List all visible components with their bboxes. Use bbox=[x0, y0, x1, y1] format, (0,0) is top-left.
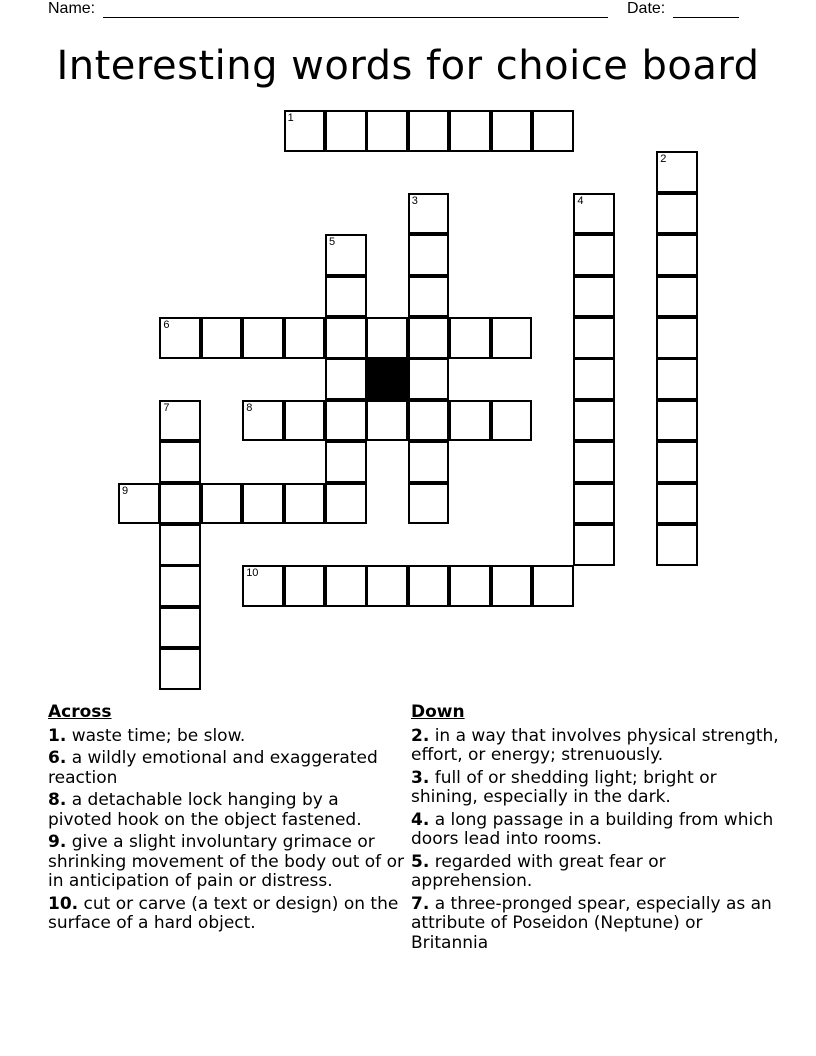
clue-number: 5. bbox=[411, 851, 430, 872]
grid-cell[interactable] bbox=[201, 317, 243, 359]
clue-text: give a slight involuntary grimace or shrinking movement of the body out of or in anticipation of pain or distress. bbox=[48, 832, 404, 891]
grid-cell[interactable] bbox=[325, 565, 367, 607]
grid-cell[interactable] bbox=[573, 276, 615, 318]
grid-cell[interactable] bbox=[366, 565, 408, 607]
grid-cell[interactable] bbox=[284, 565, 326, 607]
grid-cell[interactable] bbox=[284, 483, 326, 525]
grid-cell[interactable] bbox=[656, 151, 698, 193]
clue-text: a long passage in a building from which doors lead into rooms. bbox=[411, 809, 774, 849]
grid-cell[interactable] bbox=[573, 400, 615, 442]
grid-cell[interactable] bbox=[284, 400, 326, 442]
cell-number: 7 bbox=[163, 401, 170, 414]
black-square bbox=[366, 358, 408, 400]
grid-cell[interactable] bbox=[408, 193, 450, 235]
grid-cell[interactable] bbox=[325, 441, 367, 483]
clue-number: 8. bbox=[48, 790, 67, 810]
name-label: Name: bbox=[48, 0, 96, 17]
cell-number: 4 bbox=[577, 194, 584, 207]
grid-cell[interactable] bbox=[325, 110, 367, 152]
clue-text: cut or carve (a text or design) on the surface of a hard object. bbox=[48, 893, 399, 933]
across-clues bbox=[48, 703, 404, 937]
clue-number: 4. bbox=[411, 809, 430, 830]
grid-cell[interactable] bbox=[325, 358, 367, 400]
grid-cell[interactable] bbox=[284, 110, 326, 152]
cell-number: 2 bbox=[660, 153, 667, 166]
grid-cell[interactable] bbox=[118, 483, 160, 525]
clue-text: regarded with great fear or apprehension. bbox=[411, 851, 666, 891]
cell-number: 10 bbox=[246, 567, 259, 580]
clue-down-3 bbox=[411, 769, 781, 808]
grid-cell[interactable] bbox=[408, 276, 450, 318]
grid-cell[interactable] bbox=[656, 441, 698, 483]
date-label: Date: bbox=[627, 0, 666, 17]
grid-cell[interactable] bbox=[159, 317, 201, 359]
grid-cell[interactable] bbox=[656, 317, 698, 359]
clue-down-4 bbox=[411, 811, 781, 850]
grid-cell[interactable] bbox=[573, 234, 615, 276]
grid-cell[interactable] bbox=[408, 483, 450, 525]
grid-cell[interactable] bbox=[656, 234, 698, 276]
page-title: Interesting words for choice board bbox=[56, 43, 760, 89]
grid-cell[interactable] bbox=[491, 317, 533, 359]
clue-down-7 bbox=[411, 895, 781, 954]
grid-cell[interactable] bbox=[656, 276, 698, 318]
grid-cell[interactable] bbox=[573, 193, 615, 235]
grid-cell[interactable] bbox=[159, 441, 201, 483]
clue-text: a wildly emotional and exaggerated reaction bbox=[48, 748, 378, 788]
grid-cell[interactable] bbox=[656, 358, 698, 400]
clue-number: 2. bbox=[411, 725, 430, 746]
grid-cell[interactable] bbox=[325, 317, 367, 359]
clue-number: 3. bbox=[411, 767, 430, 788]
cell-number: 5 bbox=[329, 236, 336, 249]
grid-cell[interactable] bbox=[242, 565, 284, 607]
grid-cell[interactable] bbox=[491, 110, 533, 152]
clue-across-9 bbox=[48, 833, 404, 892]
cell-number: 9 bbox=[122, 484, 129, 497]
grid-cell[interactable] bbox=[284, 317, 326, 359]
grid-cell[interactable] bbox=[491, 565, 533, 607]
grid-cell[interactable] bbox=[325, 276, 367, 318]
cell-number: 6 bbox=[163, 319, 170, 331]
grid-cell[interactable] bbox=[201, 483, 243, 525]
grid-cell[interactable] bbox=[159, 483, 201, 525]
clue-number: 9. bbox=[48, 832, 67, 852]
clue-text: a three-pronged spear, especially as an attribute of Poseidon (Neptune) or Britannia bbox=[411, 893, 772, 953]
grid-cell[interactable] bbox=[573, 358, 615, 400]
grid-cell[interactable] bbox=[573, 483, 615, 525]
grid-cell[interactable] bbox=[159, 565, 201, 607]
cell-number: 1 bbox=[287, 112, 294, 124]
grid-cell[interactable] bbox=[408, 441, 450, 483]
grid-cell[interactable] bbox=[242, 400, 284, 442]
grid-cell[interactable] bbox=[491, 400, 533, 442]
across-heading: Across bbox=[48, 702, 112, 722]
clue-text: a detachable lock hanging by a pivoted hook on the object fastened. bbox=[48, 790, 362, 830]
clue-across-8 bbox=[48, 791, 404, 830]
grid-cell[interactable] bbox=[449, 565, 491, 607]
clue-across-1 bbox=[48, 727, 404, 747]
grid-cell[interactable] bbox=[408, 400, 450, 442]
cell-number: 3 bbox=[411, 194, 418, 207]
grid-cell[interactable] bbox=[408, 234, 450, 276]
grid-cell[interactable] bbox=[573, 317, 615, 359]
grid-cell[interactable] bbox=[366, 110, 408, 152]
grid-cell[interactable] bbox=[656, 400, 698, 442]
clue-across-6 bbox=[48, 749, 404, 788]
down-heading: Down bbox=[411, 702, 465, 722]
grid-cell[interactable] bbox=[242, 317, 284, 359]
grid-cell[interactable] bbox=[656, 483, 698, 525]
grid-cell[interactable] bbox=[408, 317, 450, 359]
grid-cell[interactable] bbox=[532, 110, 574, 152]
clue-number: 7. bbox=[411, 893, 430, 914]
clue-text: waste time; be slow. bbox=[71, 725, 246, 746]
clue-across-10 bbox=[48, 895, 404, 934]
grid-cell[interactable] bbox=[366, 400, 408, 442]
grid-cell[interactable] bbox=[159, 524, 201, 566]
grid-cell[interactable] bbox=[449, 110, 491, 152]
clue-number: 6. bbox=[48, 748, 67, 768]
grid-cell[interactable] bbox=[366, 317, 408, 359]
grid-cell[interactable] bbox=[325, 234, 367, 276]
grid-cell[interactable] bbox=[573, 524, 615, 566]
grid-cell[interactable] bbox=[325, 483, 367, 525]
clue-down-2 bbox=[411, 727, 781, 766]
clue-down-5 bbox=[411, 853, 781, 892]
grid-cell[interactable] bbox=[449, 317, 491, 359]
grid-cell[interactable] bbox=[325, 400, 367, 442]
clue-number: 1. bbox=[48, 725, 67, 746]
grid-cell[interactable] bbox=[159, 400, 201, 442]
clue-text: full of or shedding light; bright or shining, especially in the dark. bbox=[411, 767, 717, 807]
grid-cell[interactable] bbox=[408, 110, 450, 152]
grid-cell[interactable] bbox=[408, 565, 450, 607]
grid-cell[interactable] bbox=[656, 524, 698, 566]
clue-text: in a way that involves physical strength, effort, or energy; strenuously. bbox=[411, 725, 779, 765]
cell-number: 8 bbox=[246, 401, 253, 414]
grid-cell[interactable] bbox=[656, 193, 698, 235]
grid-cell[interactable] bbox=[449, 400, 491, 442]
grid-cell[interactable] bbox=[532, 565, 574, 607]
grid-cell[interactable] bbox=[408, 358, 450, 400]
grid-cell[interactable] bbox=[573, 441, 615, 483]
grid-cell[interactable] bbox=[242, 483, 284, 525]
clue-number: 10. bbox=[48, 893, 79, 914]
grid-cell[interactable] bbox=[159, 648, 201, 690]
grid-cell[interactable] bbox=[159, 607, 201, 649]
down-clues bbox=[411, 703, 781, 956]
